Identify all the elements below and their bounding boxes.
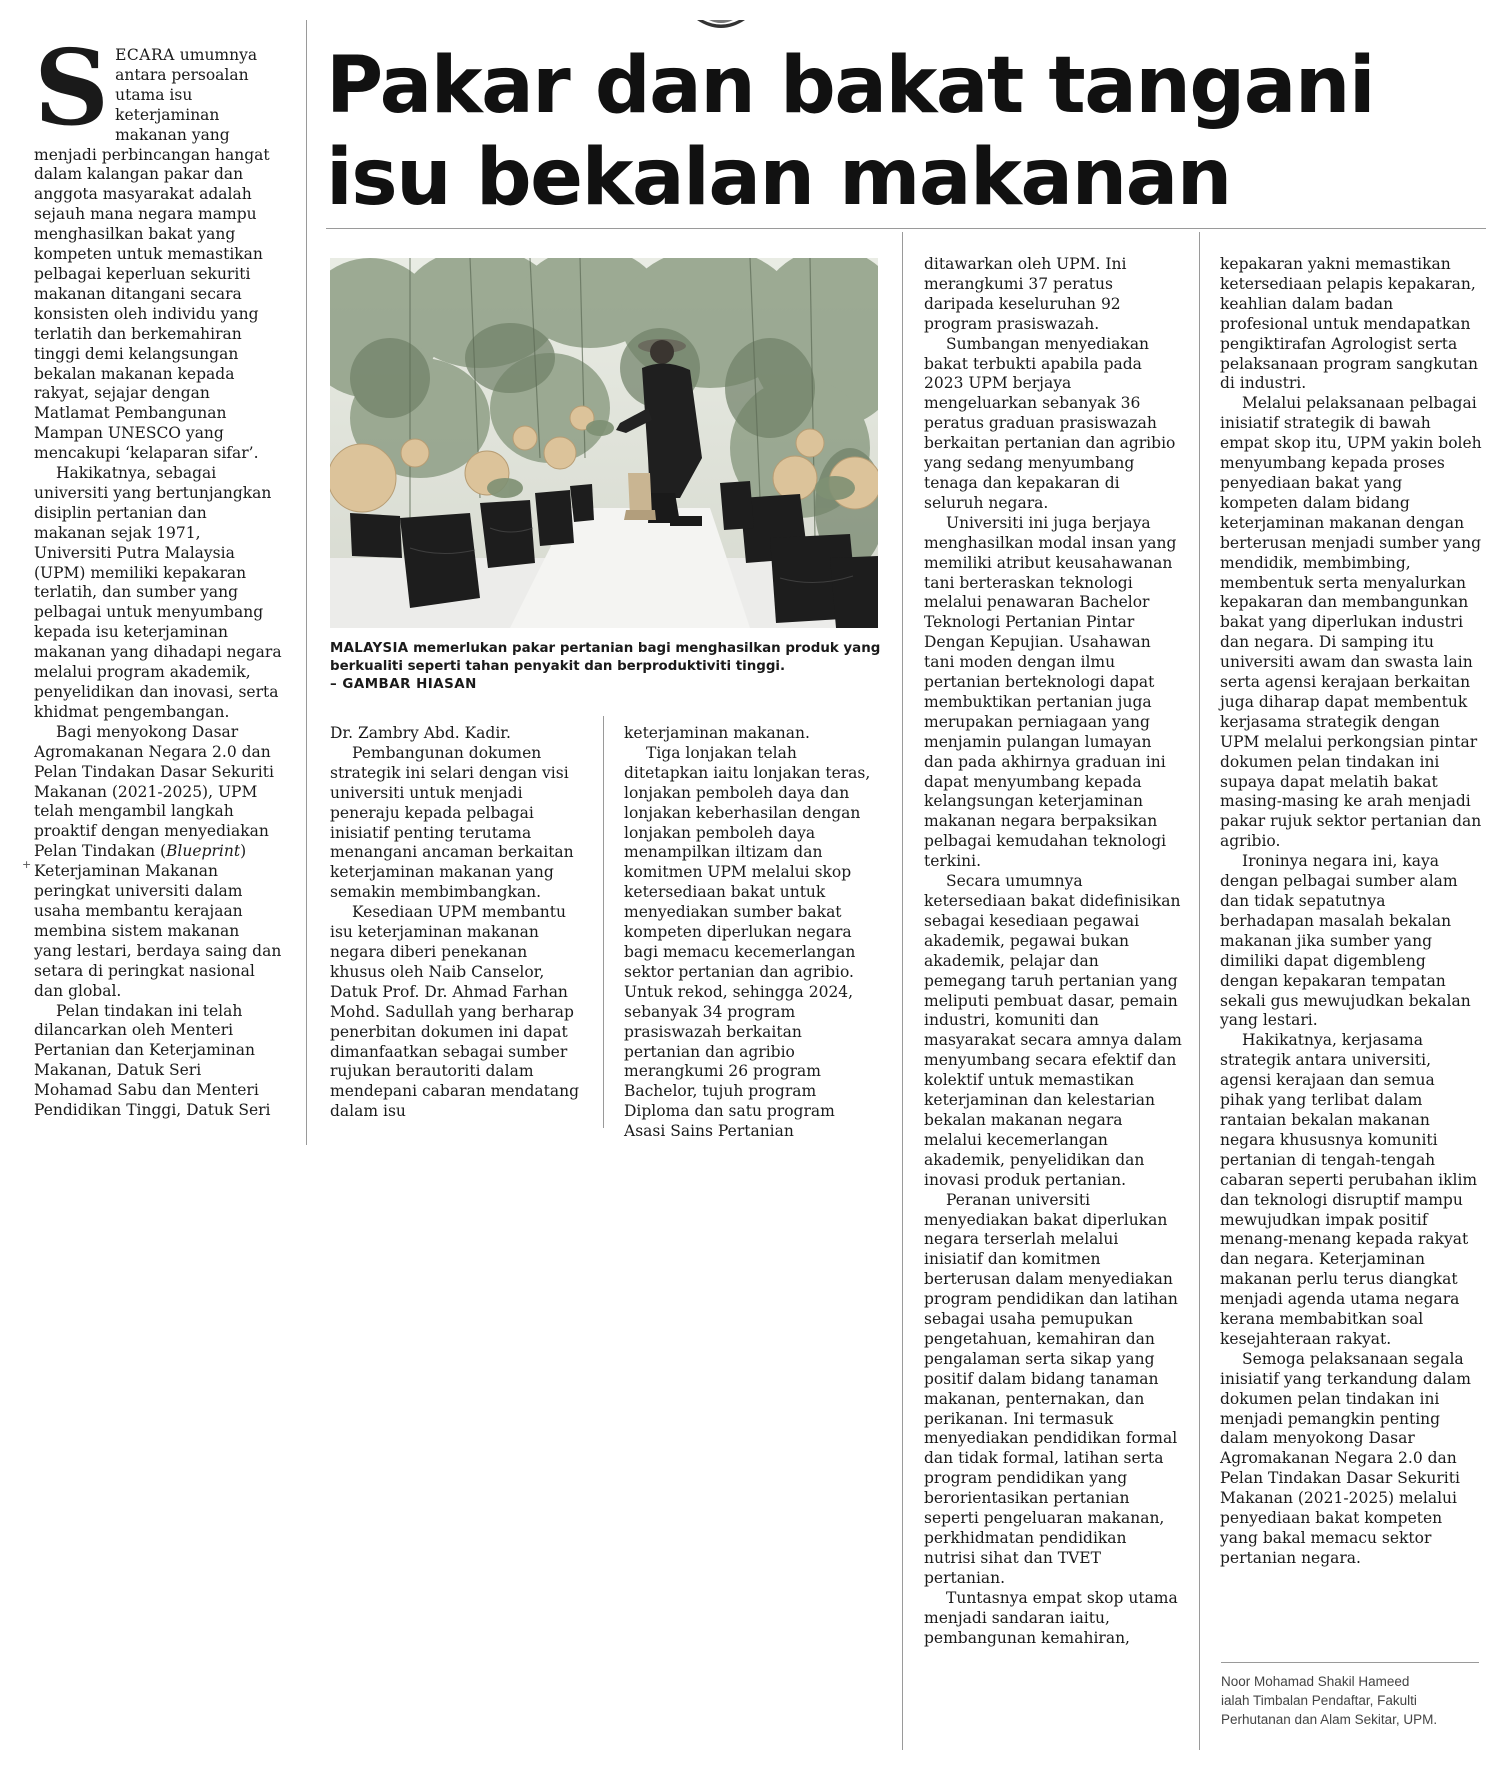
article-paragraph-1	[34, 26, 282, 464]
author-role: ialah Timbalan Pendaftar, Fakulti Perhutanan dan Alam Sekitar, UPM.	[1221, 1693, 1438, 1727]
headline-line-2: isu bekalan makanan	[326, 133, 1231, 223]
column-rule-mid	[603, 716, 604, 1128]
photo-caption	[330, 640, 890, 694]
paragraph-3-part-b: ) Keterjaminan Makanan peringkat universiti dalam usaha membantu kerajaan membina sistem makanan yang lestari, berdaya saing dan setara di peringkat nasional dan global.	[34, 842, 282, 1000]
article-column-5	[1220, 255, 1482, 1569]
article-photo	[330, 258, 878, 628]
article-paragraph-10: ditawarkan oleh UPM. Ini merangkumi 37 peratus daripada keseluruhan 92 program prasiswazah.	[924, 255, 1127, 333]
author-rule	[1221, 1662, 1479, 1663]
lead-caps: ECARA	[115, 46, 175, 64]
article-column-1	[34, 26, 282, 1121]
author-name: Noor Mohamad Shakil Hameed	[1221, 1674, 1410, 1689]
article-column-2	[330, 724, 582, 1122]
article-paragraph-20: Semoga pelaksanaan segala inisiatif yang terkandung dalam dokumen pelan tindakan ini menjadi pemangkin penting dalam menyokong Dasar Agromakanan Negara 2.0 dan Pelan Tindakan Dasar Sekuriti Makanan (2021-2025) melalui penyediaan bakat kompeten yang bakal memacu sektor pertanian negara.	[1220, 1349, 1471, 1567]
article-paragraph-19: Hakikatnya, kerjasama strategik antara universiti, agensi kerajaan dan semua pihak yang terlibat dalam rantaian bekalan makanan negara khususnya komuniti pertanian di tengah-tengah cabaran seperti perubahan iklim dan teknologi disruptif mampu mewujudkan impak positif menang-menang kepada rakyat dan negara. Keterjaminan makanan perlu terus diangkat menjadi agenda utama negara kerana membabitkan soal kesejahteraan rakyat.	[1220, 1031, 1478, 1348]
article-paragraph-4: Pelan tindakan ini telah dilancarkan oleh Menteri Pertanian dan Keterjaminan Makanan, Datuk Seri Mohamad Sabu dan Menteri Pendidikan Tinggi, Datuk Seri	[34, 1001, 271, 1120]
article-paragraph-5: Dr. Zambry Abd. Kadir.	[330, 724, 511, 742]
article-paragraph-14: Peranan universiti menyediakan bakat diperlukan negara terserlah melalui inisiatif dan komitmen berterusan dalam menyediakan program pendidikan dan latihan sebagai usaha pemupukan pengetahuan, kemahiran dan pengalaman serta sikap yang positif dalam bidang tanaman makanan, penternakan, dan perikanan. Ini termasuk menyediakan pendidikan formal dan tidak formal, latihan serta program pendidikan yang berorientasikan pertanian seperti pengeluaran makanan, perkhidmatan pendidikan nutrisi sihat dan TVET pertanian.	[924, 1190, 1178, 1587]
article-paragraph-16: kepakaran yakni memastikan ketersediaan pelapis kepakaran, keahlian dalam badan profesional untuk mendapatkan pengiktirafan Agrologist serta pelaksanaan program sangkutan di industri.	[1220, 255, 1479, 393]
masthead-logo-fragment	[695, 20, 747, 32]
article-paragraph-7: Kesediaan UPM membantu isu keterjaminan makanan negara diberi penekanan khusus oleh Naib Canselor, Datuk Prof. Dr. Ahmad Farhan Mohd. Sadullah yang berharap penerbitan dokumen ini dapat dimanfaatkan sebagai sumber rujukan berautoriti dalam mendepani cabaran mendatang dalam isu	[330, 903, 580, 1121]
photo-credit: – GAMBAR HIASAN	[330, 677, 477, 692]
headline-line-1: Pakar dan bakat tangani	[326, 41, 1375, 131]
article-column-3	[624, 724, 880, 1142]
article-paragraph-3	[34, 723, 282, 1002]
greenhouse-photo-illustration	[330, 258, 878, 628]
column-rule-left	[306, 20, 307, 1145]
paragraph-3-part-a: Bagi menyokong Dasar Agromakanan Negara 2.0 dan Pelan Tindakan Dasar Sekuriti Makanan (2021-2025), UPM telah mengambil langkah proaktif dengan menyediakan Pelan Tindakan (	[34, 722, 274, 861]
article-paragraph-6: Pembangunan dokumen strategik ini selari dengan visi universiti untuk menjadi peneraju kepada pelbagai inisiatif penting terutama menangani ancaman berkaitan keterjaminan makanan yang semakin membimbangkan.	[330, 743, 574, 902]
article-paragraph-9: Tiga lonjakan telah ditetapkan iaitu lonjakan teras, lonjakan pemboleh daya dan lonjakan keberhasilan dengan lonjakan pemboleh daya menampilkan iltizam dan komitmen UPM melalui skop ketersediaan bakat untuk menyediakan sumber bakat kompeten diperlukan negara bagi memacu kecemerlangan sektor pertanian dan agribio. Untuk rekod, sehingga 2024, sebanyak 34 program prasiswazah berkaitan pertanian dan agribio merangkumi 26 program Bachelor, tujuh program Diploma dan satu program Asasi Sains Pertanian	[624, 743, 871, 1141]
article-paragraph-8: keterjaminan makanan.	[624, 724, 810, 742]
article-paragraph-18: Ironinya negara ini, kaya dengan pelbagai sumber alam dan tidak sepatutnya berhadapan masalah bekalan makanan jika sumber yang dimiliki dapat digembleng dengan kepakaran tempatan sekali gus mewujudkan bekalan yang lestari.	[1220, 852, 1471, 1030]
paragraph-1-text: umumnya antara persoalan utama isu keterjaminan makanan yang menjadi perbincangan hangat dalam kalangan pakar dan anggota masyarakat adalah sejauh mana negara mampu menghasilkan bakat yang kompeten untuk memastikan pelbagai keperluan sekuriti makanan ditangani secara konsisten oleh individu yang terlatih dan berkemahiran tinggi demi kelangsungan bekalan makanan kepada rakyat, sejajar dengan Matlamat Pembangunan Mampan UNESCO yang mencakupi ‘kelaparan sifar’.	[34, 46, 270, 463]
article-paragraph-15: Tuntasnya empat skop utama menjadi sandaran iaitu, pembangunan kemahiran,	[924, 1588, 1178, 1647]
headline	[326, 40, 1476, 224]
headline-rule	[326, 228, 1486, 229]
article-paragraph-2: Hakikatnya, sebagai universiti yang bertunjangkan disiplin pertanian dan makanan sejak 1971, Universiti Putra Malaysia (UPM) memiliki kepakaran terlatih, dan sumber yang pelbagai untuk menyumbang kepada isu keterjaminan makanan yang dihadapi negara melalui program akademik, penyelidikan dan inovasi, serta khidmat pengembangan.	[34, 464, 282, 721]
article-paragraph-11: Sumbangan menyediakan bakat terbukti apabila pada 2023 UPM berjaya mengeluarkan sebanyak 36 peratus graduan prasiswazah berkaitan pertanian dan agribio yang sedang menyumbang tenaga dan kepakaran di seluruh negara.	[924, 334, 1176, 512]
article-paragraph-13: Secara umumnya ketersediaan bakat didefinisikan sebagai kesediaan pegawai akademik, pegawai bukan akademik, pelajar dan pemegang taruh pertanian yang meliputi pembuat dasar, pemain industri, komuniti dan masyarakat secara amnya dalam menyumbang secara efektif dan kolektif untuk memastikan keterjaminan dan kelestarian bekalan makanan negara melalui kecemerlangan akademik, penyelidikan dan inovasi produk pertanian.	[924, 872, 1182, 1189]
drop-cap: S	[34, 26, 110, 149]
article-paragraph-17: Melalui pelaksanaan pelbagai inisiatif strategik di bawah empat skop itu, UPM yakin boleh menyumbang kepada proses penyediaan bakat yang kompeten dalam bidang keterjaminan makanan dengan berterusan menjadi sumber yang mendidik, membimbing, membentuk serta menyalurkan kepakaran dan membangunkan bakat yang diperlukan industri dan negara. Di samping itu universiti awam dan swasta lain serta agensi kerajaan berkaitan juga diharap dapat membentuk kerjasama strategik dengan UPM melalui perkongsian pintar dokumen pelan tindakan ini supaya dapat melatih bakat masing-masing ke arah menjadi pakar rujuk sektor pertanian dan agribio.	[1220, 394, 1482, 851]
author-bio	[1221, 1672, 1483, 1729]
caption-text: memerlukan pakar pertanian bagi menghasilkan produk yang berkualiti seperti tahan penyakit dan berproduktiviti tinggi.	[330, 641, 881, 674]
article-column-4	[924, 255, 1182, 1648]
caption-lead: MALAYSIA	[330, 641, 409, 656]
article-paragraph-12: Universiti ini juga berjaya menghasilkan modal insan yang memiliki atribut keusahawanan tani berteraskan teknologi melalui penawaran Bachelor Teknologi Pertanian Pintar Dengan Kepujian. Usahawan tani moden dengan ilmu pertanian berteknologi dapat membuktikan pertanian juga merupakan perniagaan yang menjamin pulangan lumayan dan pada akhirnya graduan ini dapat menyumbang kepada kelangsungan keterjaminan makanan negara berpaksikan pelbagai kemudahan teknologi terkini.	[924, 513, 1177, 871]
column-rule-right	[1199, 232, 1200, 1750]
margin-plus-mark: +	[22, 858, 32, 871]
blueprint-italic: Blueprint	[166, 842, 241, 861]
column-rule-photo	[902, 232, 903, 1750]
